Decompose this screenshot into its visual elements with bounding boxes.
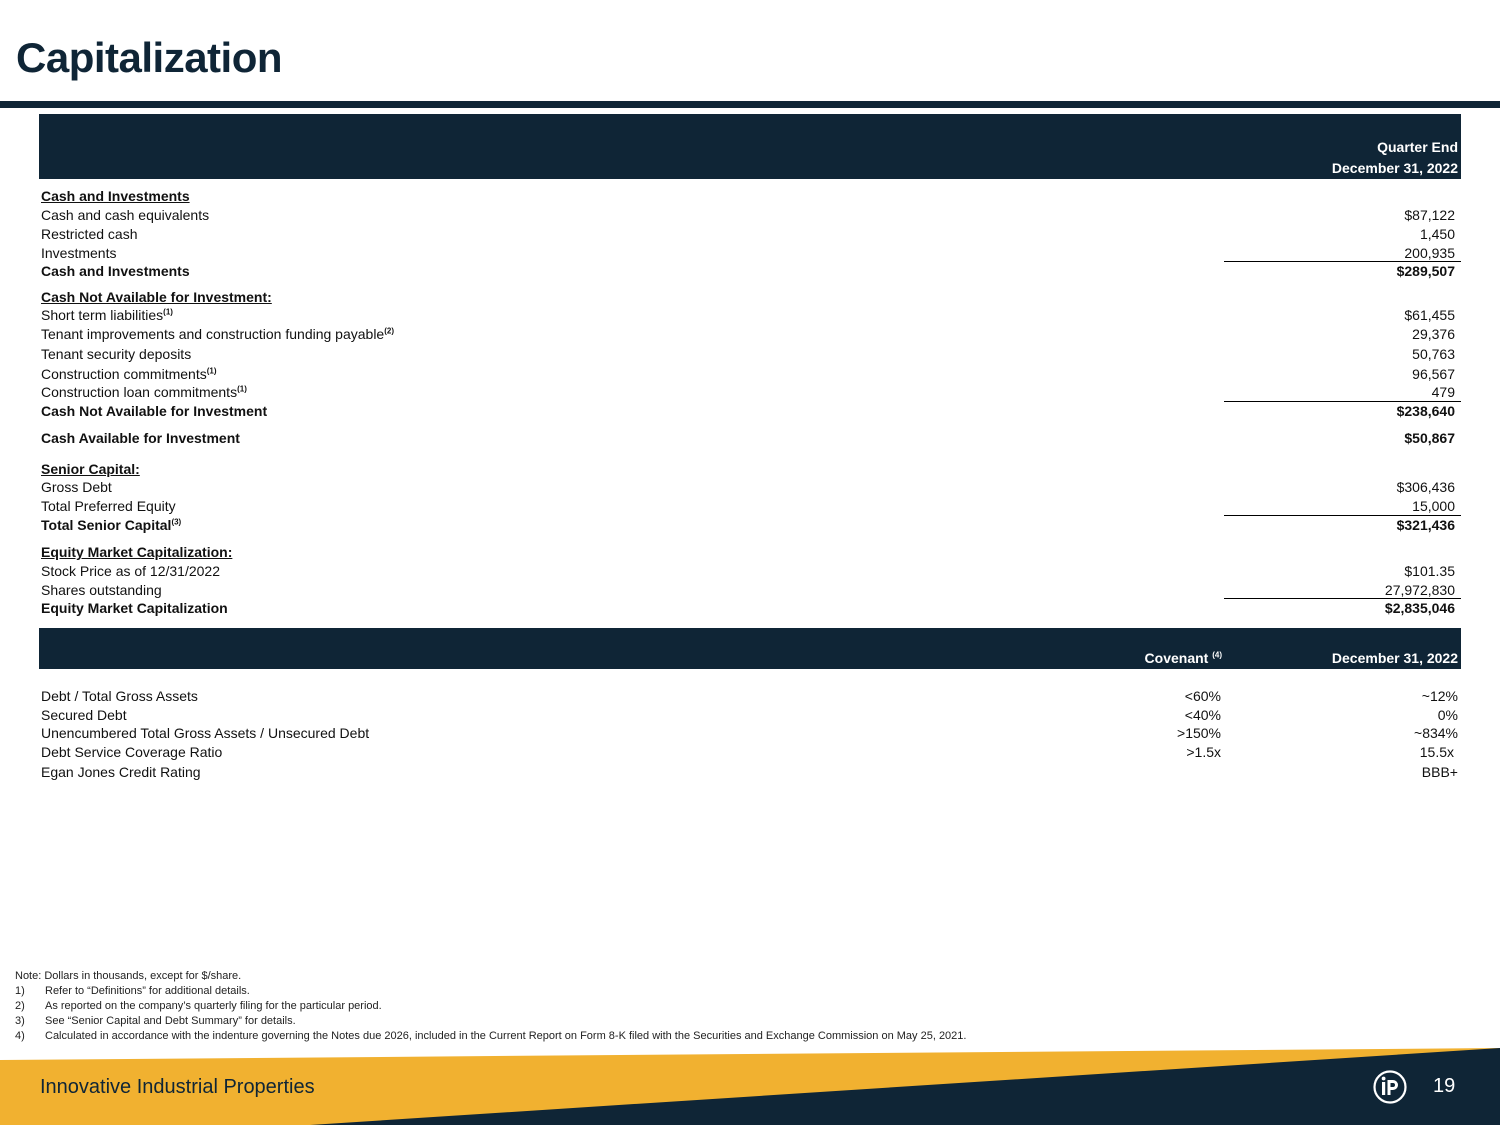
covenant-label: Debt Service Coverage Ratio bbox=[41, 744, 223, 760]
table-row bbox=[41, 383, 1455, 402]
covenant-label: Debt / Total Gross Assets bbox=[41, 688, 198, 704]
row-label: Shares outstanding bbox=[41, 582, 162, 598]
table-row bbox=[41, 562, 1455, 581]
section-cash-investments bbox=[41, 187, 1455, 206]
section-equity-market-cap bbox=[41, 543, 1455, 562]
section-label: Senior Capital: bbox=[41, 461, 140, 477]
footnote-item bbox=[15, 984, 966, 999]
footnotes bbox=[15, 969, 966, 1044]
total-value: $238,640 bbox=[1396, 403, 1455, 419]
footnote-text: Calculated in accordance with the indenture governing the Notes due 2026, included in the Current Report on Form 8-K filed with the Securities and Exchange Commission on May 25, 2021. bbox=[45, 1030, 967, 1042]
total-row-senior-capital bbox=[41, 516, 1455, 535]
page-title: Capitalization bbox=[16, 34, 283, 81]
footnote-number: 1) bbox=[15, 985, 25, 997]
row-label: Tenant improvements and construction funding payable$^{(2)}$ bbox=[41, 326, 394, 342]
footnote-ref: (1) bbox=[237, 384, 247, 394]
row-label: Investments bbox=[41, 245, 117, 261]
covenant-label: Secured Debt bbox=[41, 707, 127, 723]
footnote-intro: Note: Dollars in thousands, except for $/share. bbox=[15, 970, 242, 982]
row-value: 29,376 bbox=[1412, 326, 1455, 342]
row-label: Total Preferred Equity bbox=[41, 498, 176, 514]
row-label: Construction commitments$^{(1)}$ bbox=[41, 366, 217, 382]
footnote-item bbox=[15, 1014, 966, 1029]
footnote-ref: (1) bbox=[163, 307, 173, 317]
row-label: Construction loan commitments$^{(1)}$ bbox=[41, 384, 247, 400]
section-senior-capital bbox=[41, 460, 1455, 479]
covenant-value: 0% bbox=[1437, 707, 1458, 723]
total-value: $50,867 bbox=[1404, 430, 1455, 446]
total-label: Equity Market Capitalization bbox=[41, 600, 228, 616]
table-row bbox=[41, 497, 1455, 516]
covenant-value: 15.5x bbox=[1419, 744, 1454, 760]
total-row-cash-not-available bbox=[41, 402, 1455, 421]
total-value: $2,835,046 bbox=[1384, 600, 1455, 616]
row-value: 200,935 bbox=[1404, 245, 1455, 261]
row-value: $61,455 bbox=[1404, 307, 1455, 323]
row-value: $306,436 bbox=[1396, 479, 1455, 495]
table-row bbox=[41, 306, 1455, 325]
covenant-value: BBB+ bbox=[1421, 764, 1458, 780]
total-row-cash-available bbox=[41, 429, 1455, 448]
footnote-item bbox=[15, 999, 966, 1014]
covenant-threshold: <60% bbox=[1184, 688, 1221, 704]
covenant-value: ~834% bbox=[1414, 725, 1458, 741]
row-label: Cash and cash equivalents bbox=[41, 207, 210, 223]
row-value: $101.35 bbox=[1404, 563, 1455, 579]
iip-logo-icon bbox=[1373, 1070, 1407, 1104]
covenant-header-bar bbox=[39, 628, 1461, 669]
header-covenant: Covenant $^{(4)}$ bbox=[1144, 650, 1222, 666]
row-value: 479 bbox=[1431, 384, 1455, 400]
covenant-row bbox=[41, 687, 1458, 706]
row-label: Restricted cash bbox=[41, 226, 138, 242]
footnote-ref: (3) bbox=[171, 517, 182, 527]
covenant-row bbox=[41, 743, 1458, 762]
footnote-text: As reported on the company’s quarterly filing for the particular period. bbox=[45, 1000, 382, 1012]
total-value: $321,436 bbox=[1396, 517, 1455, 533]
row-label: Short term liabilities$^{(1)}$ bbox=[41, 307, 173, 323]
section-label: Equity Market Capitalization: bbox=[41, 544, 233, 560]
header-quarter-end: Quarter End bbox=[1377, 139, 1458, 155]
footnote-text: Refer to “Definitions” for additional details. bbox=[45, 985, 250, 997]
table-row bbox=[41, 345, 1455, 364]
footnote-number: 4) bbox=[15, 1030, 25, 1042]
covenant-row bbox=[41, 724, 1458, 743]
total-label: Cash Not Available for Investment bbox=[41, 403, 268, 419]
row-label: Stock Price as of 12/31/2022 bbox=[41, 563, 220, 579]
footnote-number: 3) bbox=[15, 1015, 25, 1027]
page-number: 19 bbox=[1433, 1075, 1456, 1097]
table-header-bar bbox=[39, 114, 1461, 179]
row-value: 27,972,830 bbox=[1384, 582, 1455, 598]
footnote-ref: (1) bbox=[206, 366, 217, 376]
section-cash-not-available bbox=[41, 288, 1455, 307]
total-label: Cash and Investments bbox=[41, 263, 190, 279]
table-row bbox=[41, 325, 1455, 344]
section-label: Cash Not Available for Investment: bbox=[41, 289, 272, 305]
total-label: Total Senior Capital$^{(3)}$ bbox=[41, 517, 182, 533]
table-row bbox=[41, 206, 1455, 225]
total-row-equity-market-cap bbox=[41, 599, 1455, 618]
footer-brand-name: Innovative Industrial Properties bbox=[40, 1076, 315, 1098]
footnote-text: See “Senior Capital and Debt Summary” for details. bbox=[45, 1015, 296, 1027]
title-divider bbox=[0, 101, 1500, 108]
covenant-value: ~12% bbox=[1421, 688, 1458, 704]
row-value: 50,763 bbox=[1412, 346, 1455, 362]
footnote-number: 2) bbox=[15, 1000, 25, 1012]
covenant-row bbox=[41, 706, 1458, 725]
header-date: December 31, 2022 bbox=[1331, 160, 1458, 176]
covenant-row bbox=[41, 763, 1458, 782]
total-value: $289,507 bbox=[1396, 263, 1455, 279]
covenant-threshold: <40% bbox=[1184, 707, 1221, 723]
row-value: $87,122 bbox=[1404, 207, 1455, 223]
covenant-threshold: >150% bbox=[1177, 725, 1221, 741]
covenant-label: Unencumbered Total Gross Assets / Unsecured Debt bbox=[41, 725, 370, 741]
covenant-threshold: >1.5x bbox=[1186, 744, 1221, 760]
row-value: 96,567 bbox=[1412, 366, 1455, 382]
row-label: Tenant security deposits bbox=[41, 346, 192, 362]
header-covenant-date: December 31, 2022 bbox=[1331, 650, 1458, 666]
row-label: Gross Debt bbox=[41, 479, 112, 495]
table-row bbox=[41, 478, 1455, 497]
covenant-label: Egan Jones Credit Rating bbox=[41, 764, 201, 780]
total-label: Cash Available for Investment bbox=[41, 430, 240, 446]
row-value: 15,000 bbox=[1412, 498, 1455, 514]
footnote-ref: (2) bbox=[384, 326, 394, 336]
table-row bbox=[41, 225, 1455, 244]
total-row-cash-investments bbox=[41, 262, 1455, 281]
table-row bbox=[41, 365, 1455, 384]
footnote-ref: (4) bbox=[1212, 650, 1222, 660]
section-label: Cash and Investments bbox=[41, 188, 190, 204]
row-value: 1,450 bbox=[1419, 226, 1455, 242]
footnote-item bbox=[15, 1029, 966, 1044]
